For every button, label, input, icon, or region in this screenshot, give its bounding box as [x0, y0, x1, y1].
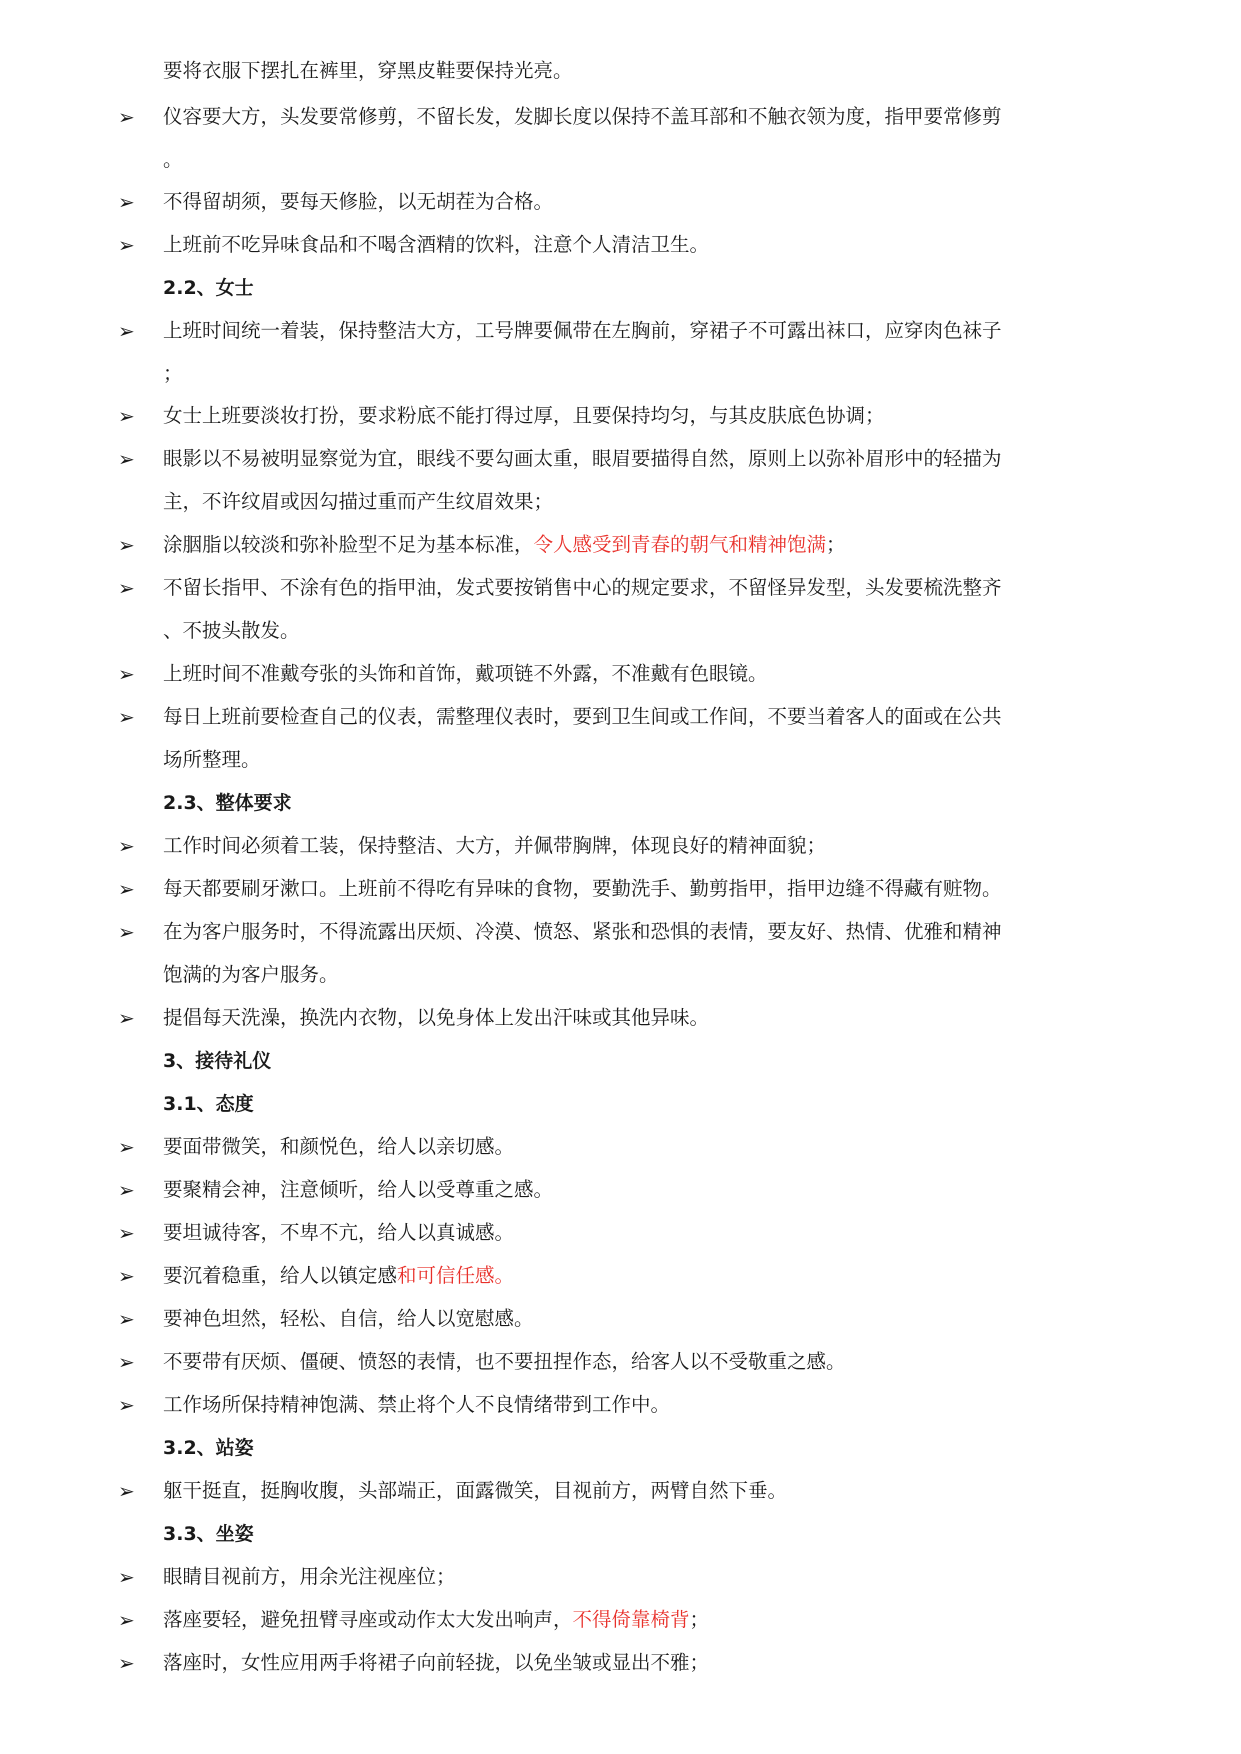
text-segment: 不得留胡须，要每天修脸，以无胡茬为合格。	[163, 190, 554, 213]
list-item	[163, 1607, 1111, 1633]
section-heading	[163, 790, 292, 816]
continuation-line	[163, 361, 1111, 387]
text-segment: 眼睛目视前方，用余光注视座位；	[163, 1565, 456, 1588]
list-item	[163, 104, 1111, 130]
bullet-icon: ➢	[118, 233, 135, 257]
continuation-line	[163, 962, 1111, 988]
list-item	[163, 1478, 1111, 1504]
bullet-icon: ➢	[118, 105, 135, 129]
text-segment: 、不披头散发。	[163, 619, 300, 642]
bullet-icon: ➢	[118, 319, 135, 343]
list-item	[163, 1134, 1111, 1160]
bullet-icon: ➢	[118, 1178, 135, 1202]
text-segment: 。	[163, 148, 183, 171]
list-item	[163, 1177, 1111, 1203]
text-segment: 仪容要大方，头发要常修剪，不留长发，发脚长度以保持不盖耳部和不触衣领为度，指甲要常修剪	[163, 105, 1002, 128]
text-segment: 上班前不吃异味食品和不喝含酒精的饮料，注意个人清洁卫生。	[163, 233, 710, 256]
text-segment: 躯干挺直，挺胸收腹，头部端正，面露微笑，目视前方，两臂自然下垂。	[163, 1479, 788, 1502]
bullet-icon: ➢	[118, 190, 135, 214]
list-item	[163, 403, 1111, 429]
bullet-icon: ➢	[118, 1307, 135, 1331]
bullet-icon: ➢	[118, 1135, 135, 1159]
text-segment: 3.3、坐姿	[163, 1523, 254, 1545]
list-item	[163, 661, 1111, 687]
bullet-icon: ➢	[118, 447, 135, 471]
list-item	[163, 318, 1111, 344]
bullet-icon: ➢	[118, 1608, 135, 1632]
text-segment: 2.3、整体要求	[163, 792, 292, 814]
text-segment: 不留长指甲、不涂有色的指甲油，发式要按销售中心的规定要求，不留怪异发型，头发要梳洗整齐	[163, 576, 1002, 599]
list-item	[163, 1349, 1111, 1375]
bullet-icon: ➢	[118, 1264, 135, 1288]
bullet-icon: ➢	[118, 1393, 135, 1417]
continuation-line	[163, 58, 1111, 84]
text-segment: 场所整理。	[163, 748, 261, 771]
list-item	[163, 704, 1111, 730]
bullet-icon: ➢	[118, 834, 135, 858]
section-heading	[163, 1048, 271, 1074]
list-item	[163, 532, 1111, 558]
text-segment: 要将衣服下摆扎在裤里，穿黑皮鞋要保持光亮。	[163, 59, 573, 82]
bullet-icon: ➢	[118, 705, 135, 729]
text-segment: 3、接待礼仪	[163, 1050, 272, 1072]
bullet-icon: ➢	[118, 1565, 135, 1589]
bullet-icon: ➢	[118, 920, 135, 944]
text-segment: 3.2、站姿	[163, 1437, 254, 1459]
list-item	[163, 1005, 1111, 1031]
text-segment: ；	[826, 533, 846, 556]
section-heading	[163, 1091, 254, 1117]
text-segment: 不要带有厌烦、僵硬、愤怒的表情，也不要扭捏作态，给客人以不受敬重之感。	[163, 1350, 846, 1373]
list-item	[163, 919, 1111, 945]
list-item	[163, 1564, 1111, 1590]
text-segment: 在为客户服务时，不得流露出厌烦、冷漠、愤怒、紧张和恐惧的表情，要友好、热情、优雅和精神	[163, 920, 1002, 943]
continuation-line	[163, 747, 1111, 773]
text-segment: 每天都要刷牙漱口。上班前不得吃有异味的食物，要勤洗手、勤剪指甲，指甲边缝不得藏有赃物。	[163, 877, 1002, 900]
list-item	[163, 1650, 1111, 1676]
text-segment: 要沉着稳重，给人以镇定感	[163, 1264, 398, 1287]
list-item	[163, 575, 1111, 601]
list-item	[163, 446, 1111, 472]
bullet-icon: ➢	[118, 1350, 135, 1374]
list-item	[163, 232, 1111, 258]
continuation-line	[163, 489, 1111, 515]
highlighted-text: 不得倚靠椅背	[572, 1608, 690, 1631]
text-segment: 上班时间不准戴夸张的头饰和首饰，戴项链不外露，不准戴有色眼镜。	[163, 662, 768, 685]
text-segment: 要面带微笑，和颜悦色，给人以亲切感。	[163, 1135, 515, 1158]
text-segment: 涂胭脂以较淡和弥补脸型不足为基本标准，	[163, 533, 534, 556]
highlighted-text: 和可信任感	[397, 1264, 495, 1287]
continuation-line	[163, 618, 1111, 644]
text-segment: 2.2、女士	[163, 277, 254, 299]
bullet-icon: ➢	[118, 1651, 135, 1675]
text-segment: 工作时间必须着工装，保持整洁、大方，并佩带胸牌，体现良好的精神面貌；	[163, 834, 827, 857]
text-segment: 工作场所保持精神饱满、禁止将个人不良情绪带到工作中。	[163, 1393, 671, 1416]
list-item	[163, 189, 1111, 215]
list-item	[163, 1392, 1111, 1418]
text-segment: 眼影以不易被明显察觉为宜，眼线不要勾画太重，眼眉要描得自然，原则上以弥补眉形中的轻描为	[163, 447, 1002, 470]
text-segment: 要坦诚待客，不卑不亢，给人以真诚感。	[163, 1221, 515, 1244]
text-segment: ；	[163, 362, 183, 385]
text-segment: 每日上班前要检查自己的仪表，需整理仪表时，要到卫生间或工作间，不要当着客人的面或在公共	[163, 705, 1002, 728]
bullet-icon: ➢	[118, 576, 135, 600]
text-segment: 饱满的为客户服务。	[163, 963, 339, 986]
text-segment: 主，不许纹眉或因勾描过重而产生纹眉效果；	[163, 490, 554, 513]
text-segment: 要神色坦然，轻松、自信，给人以宽慰感。	[163, 1307, 534, 1330]
text-segment: 提倡每天洗澡，换洗内衣物，以免身体上发出汗味或其他异味。	[163, 1006, 710, 1029]
list-item	[163, 833, 1111, 859]
text-segment: 女士上班要淡妆打扮，要求粉底不能打得过厚，且要保持均匀，与其皮肤底色协调；	[163, 404, 885, 427]
bullet-icon: ➢	[118, 1221, 135, 1245]
bullet-icon: ➢	[118, 404, 135, 428]
highlighted-text: 。	[494, 1264, 515, 1287]
section-heading	[163, 1521, 254, 1547]
text-segment: 落座要轻，避免扭臂寻座或动作太大发出响声，	[163, 1608, 573, 1631]
bullet-icon: ➢	[118, 877, 135, 901]
text-segment: 落座时，女性应用两手将裙子向前轻拢，以免坐皱或显出不雅；	[163, 1651, 710, 1674]
section-heading	[163, 1435, 254, 1461]
bullet-icon: ➢	[118, 1006, 135, 1030]
bullet-icon: ➢	[118, 662, 135, 686]
continuation-line	[163, 147, 1111, 173]
list-item	[163, 876, 1111, 902]
list-item	[163, 1220, 1111, 1246]
text-segment: 3.1、态度	[163, 1093, 254, 1115]
list-item	[163, 1263, 1111, 1289]
section-heading	[163, 275, 254, 301]
text-segment: ；	[689, 1608, 710, 1631]
text-segment: 上班时间统一着装，保持整洁大方，工号牌要佩带在左胸前，穿裙子不可露出袜口，应穿肉色袜子	[163, 319, 1002, 342]
highlighted-text: 令人感受到青春的朝气和精神饱满	[533, 533, 827, 556]
bullet-icon: ➢	[118, 1479, 135, 1503]
list-item	[163, 1306, 1111, 1332]
text-segment: 要聚精会神，注意倾听，给人以受尊重之感。	[163, 1178, 554, 1201]
bullet-icon: ➢	[118, 533, 135, 557]
